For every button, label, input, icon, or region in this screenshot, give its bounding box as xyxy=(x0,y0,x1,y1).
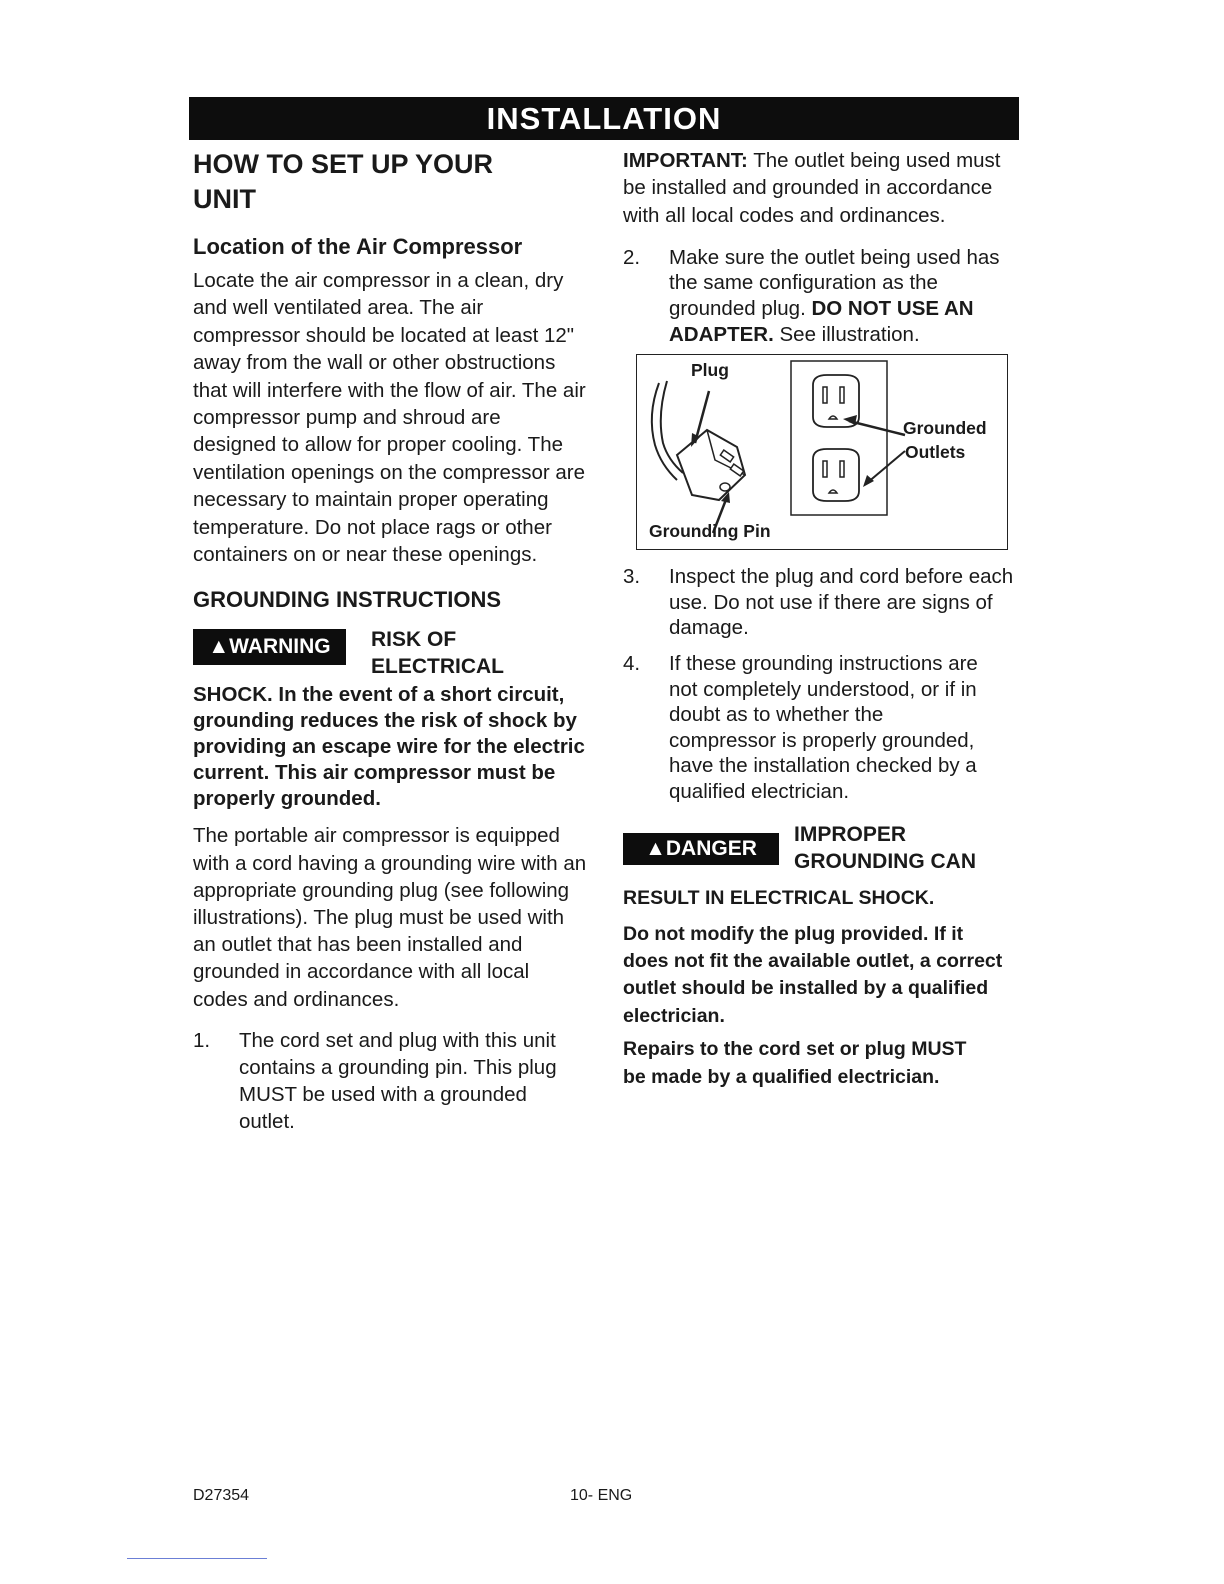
list-number: 1. xyxy=(193,1028,211,1052)
outlets-label: Outlets xyxy=(905,442,966,463)
list-text: The cord set and plug with this unit contains a grounding pin. This plug MUST be used with a grounded outlet. xyxy=(239,1028,557,1133)
list-text: If these grounding instructions are not completely understood, or if in doubt as to whether the compressor is properly grounded, have the installation checked by a qualified electrician. xyxy=(669,652,978,804)
location-paragraph: Locate the air compressor in a clean, dry and well ventilated area. The air compressor should be located at least 12" away from the wall or other obstructions that will interfere with the flow of air. The air compressor pump and shroud are designed to allow for proper cooling. The ventilation openings on the compressor are necessary to maintain proper operating temperature. Do not place rags or other containers on or near these openings. xyxy=(193,269,586,567)
danger-badge: ▲DANGER xyxy=(623,833,779,865)
danger-callout xyxy=(623,821,1018,879)
item2-text: Make sure the outlet being used has the same configuration as the grounded plug. xyxy=(669,245,1000,321)
page-number: 10- ENG xyxy=(570,1487,633,1504)
portable-paragraph: The portable air compressor is equipped with a cord having a grounding wire with an appropriate grounding plug (see following illustrations). The plug must be used with an outlet that has been installed and grounded in accordance with all local codes and ordinances. xyxy=(193,824,587,1011)
list-text xyxy=(669,245,1018,347)
item2-bold: DO NOT USE AN ADAPTER. xyxy=(669,297,974,346)
list-text: Inspect the plug and cord before each use. Do not use if there are signs of damage. xyxy=(669,565,1014,640)
list-number: 2. xyxy=(623,245,641,269)
warning-badge: ▲WARNING xyxy=(193,629,346,665)
list-number: 4. xyxy=(623,652,641,676)
plug-outlet-diagram xyxy=(636,354,1008,550)
left-column xyxy=(193,147,588,1135)
list-item-1 xyxy=(193,1027,588,1135)
divider-line xyxy=(127,1558,267,1559)
grounding-pin-label: Grounding Pin xyxy=(649,521,771,542)
warning-title: RISK OF ELECTRICAL xyxy=(371,628,504,679)
important-text: The outlet being used must be installed and grounded in accordance with all local codes and ordinances. xyxy=(623,149,1001,227)
list-item-2 xyxy=(623,245,1018,347)
grounding-heading: GROUNDING INSTRUCTIONS xyxy=(193,587,501,613)
setup-heading: HOW TO SET UP YOUR UNIT xyxy=(193,149,494,214)
danger-title: IMPROPER GROUNDING CAN xyxy=(794,822,976,873)
document-number: D27354 xyxy=(193,1487,250,1504)
danger-paragraph-2: Repairs to the cord set or plug MUST be made by a qualified electrician. xyxy=(623,1038,967,1088)
right-column xyxy=(623,147,1018,1091)
grounded-label: Grounded xyxy=(903,418,987,439)
important-paragraph xyxy=(623,147,1018,229)
danger-body: RESULT IN ELECTRICAL SHOCK. xyxy=(623,886,935,909)
plug-label: Plug xyxy=(691,360,729,381)
section-banner: INSTALLATION xyxy=(189,97,1019,140)
warning-body: SHOCK. In the event of a short circuit, grounding reduces the risk of shock by providing an escape wire for the electric current. This air compressor must be properly grounded. xyxy=(193,683,585,811)
list-number: 3. xyxy=(623,565,641,589)
item2-tail: See illustration. xyxy=(773,322,920,346)
location-heading: Location of the Air Compressor xyxy=(193,234,523,259)
warning-callout xyxy=(193,626,588,682)
list-item-4 xyxy=(623,651,1018,805)
danger-paragraph-1: Do not modify the plug provided. If it does not fit the available outlet, a correct outlet should be installed by a qualified electrician. xyxy=(623,922,1003,1027)
list-item-3 xyxy=(623,564,1018,641)
important-label: IMPORTANT: xyxy=(623,149,748,172)
